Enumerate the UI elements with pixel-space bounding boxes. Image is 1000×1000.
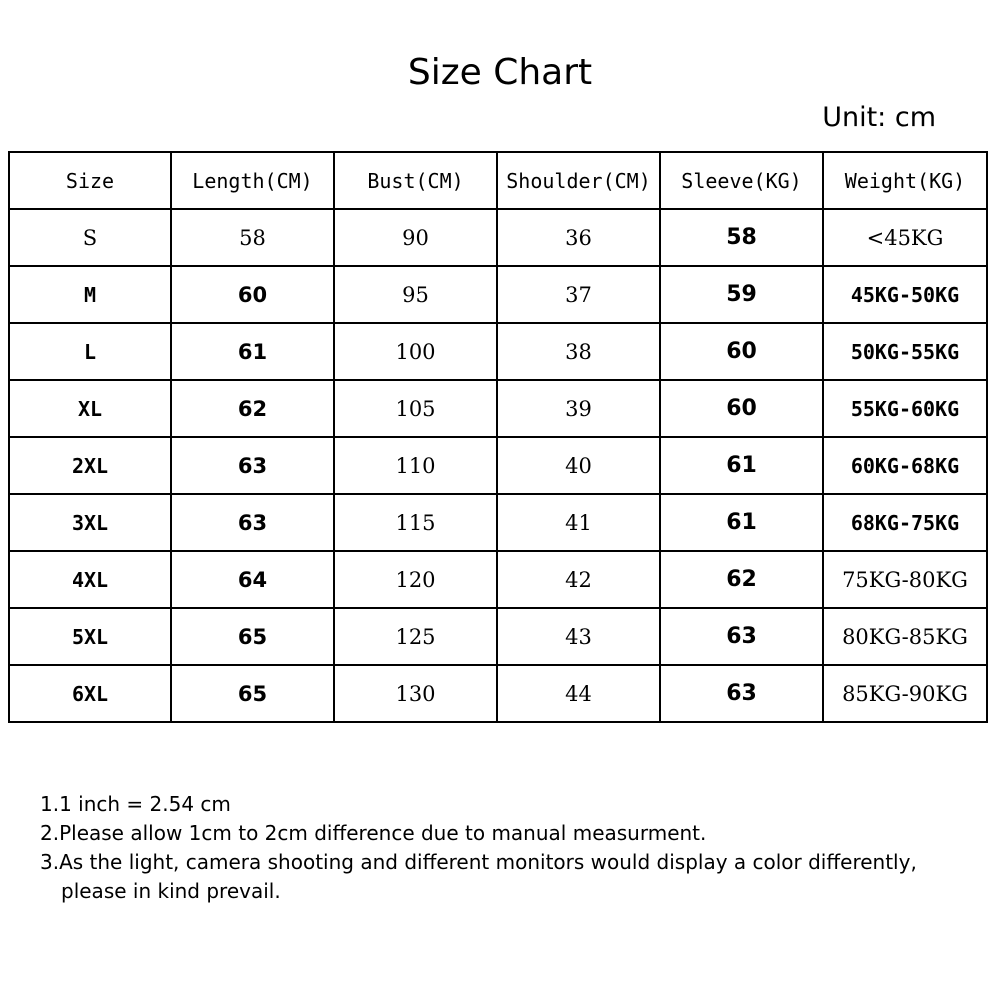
table-row (9, 494, 987, 551)
cell-size: 2XL (9, 437, 171, 494)
table-row (9, 323, 987, 380)
cell-size: 6XL (9, 665, 171, 722)
cell-shoulder: 44 (497, 665, 660, 722)
table-row (9, 608, 987, 665)
cell-bust: 105 (334, 380, 497, 437)
cell-size: 3XL (9, 494, 171, 551)
header-length: Length(CM) (171, 152, 334, 209)
table-row (9, 665, 987, 722)
cell-size: 5XL (9, 608, 171, 665)
table-header-row (9, 152, 987, 209)
cell-shoulder: 36 (497, 209, 660, 266)
cell-bust: 100 (334, 323, 497, 380)
cell-sleeve: 59 (660, 266, 823, 323)
cell-bust: 115 (334, 494, 497, 551)
cell-shoulder: 39 (497, 380, 660, 437)
cell-shoulder: 38 (497, 323, 660, 380)
cell-shoulder: 42 (497, 551, 660, 608)
cell-weight: 75KG-80KG (823, 551, 987, 608)
cell-shoulder: 41 (497, 494, 660, 551)
cell-size: 4XL (9, 551, 171, 608)
cell-weight: <45KG (823, 209, 987, 266)
cell-length: 65 (171, 608, 334, 665)
cell-sleeve: 58 (660, 209, 823, 266)
cell-weight: 55KG-60KG (823, 380, 987, 437)
cell-length: 63 (171, 494, 334, 551)
cell-weight: 50KG-55KG (823, 323, 987, 380)
cell-length: 65 (171, 665, 334, 722)
notes-section (40, 790, 980, 906)
cell-length: 62 (171, 380, 334, 437)
cell-size: L (9, 323, 171, 380)
header-size: Size (9, 152, 171, 209)
cell-bust: 120 (334, 551, 497, 608)
cell-sleeve: 63 (660, 665, 823, 722)
table-row (9, 266, 987, 323)
note-item: 3.As the light, camera shooting and different monitors would display a color differently, (40, 850, 917, 874)
header-shoulder: Shoulder(CM) (497, 152, 660, 209)
cell-weight: 68KG-75KG (823, 494, 987, 551)
note-item: 1.1 inch = 2.54 cm (40, 792, 231, 816)
header-bust: Bust(CM) (334, 152, 497, 209)
table-row (9, 209, 987, 266)
cell-sleeve: 61 (660, 494, 823, 551)
cell-bust: 125 (334, 608, 497, 665)
size-chart-table (8, 151, 988, 723)
note-item-continuation: please in kind prevail. (61, 879, 281, 903)
cell-sleeve: 61 (660, 437, 823, 494)
cell-length: 64 (171, 551, 334, 608)
cell-sleeve: 62 (660, 551, 823, 608)
cell-weight: 45KG-50KG (823, 266, 987, 323)
cell-length: 61 (171, 323, 334, 380)
cell-bust: 130 (334, 665, 497, 722)
cell-shoulder: 37 (497, 266, 660, 323)
cell-size: XL (9, 380, 171, 437)
cell-weight: 85KG-90KG (823, 665, 987, 722)
note-item: 2.Please allow 1cm to 2cm difference due to manual measurment. (40, 821, 707, 845)
cell-bust: 95 (334, 266, 497, 323)
table-row (9, 437, 987, 494)
cell-shoulder: 40 (497, 437, 660, 494)
cell-sleeve: 60 (660, 380, 823, 437)
cell-length: 60 (171, 266, 334, 323)
table-row (9, 551, 987, 608)
cell-sleeve: 63 (660, 608, 823, 665)
page-title: Size Chart (407, 52, 593, 93)
cell-bust: 90 (334, 209, 497, 266)
cell-length: 58 (171, 209, 334, 266)
table-row (9, 380, 987, 437)
cell-weight: 80KG-85KG (823, 608, 987, 665)
cell-size: S (9, 209, 171, 266)
cell-bust: 110 (334, 437, 497, 494)
header-sleeve: Sleeve(KG) (660, 152, 823, 209)
cell-length: 63 (171, 437, 334, 494)
cell-sleeve: 60 (660, 323, 823, 380)
cell-shoulder: 43 (497, 608, 660, 665)
header-weight: Weight(KG) (823, 152, 987, 209)
cell-weight: 60KG-68KG (823, 437, 987, 494)
cell-size: M (9, 266, 171, 323)
unit-label: Unit: cm (822, 102, 936, 133)
